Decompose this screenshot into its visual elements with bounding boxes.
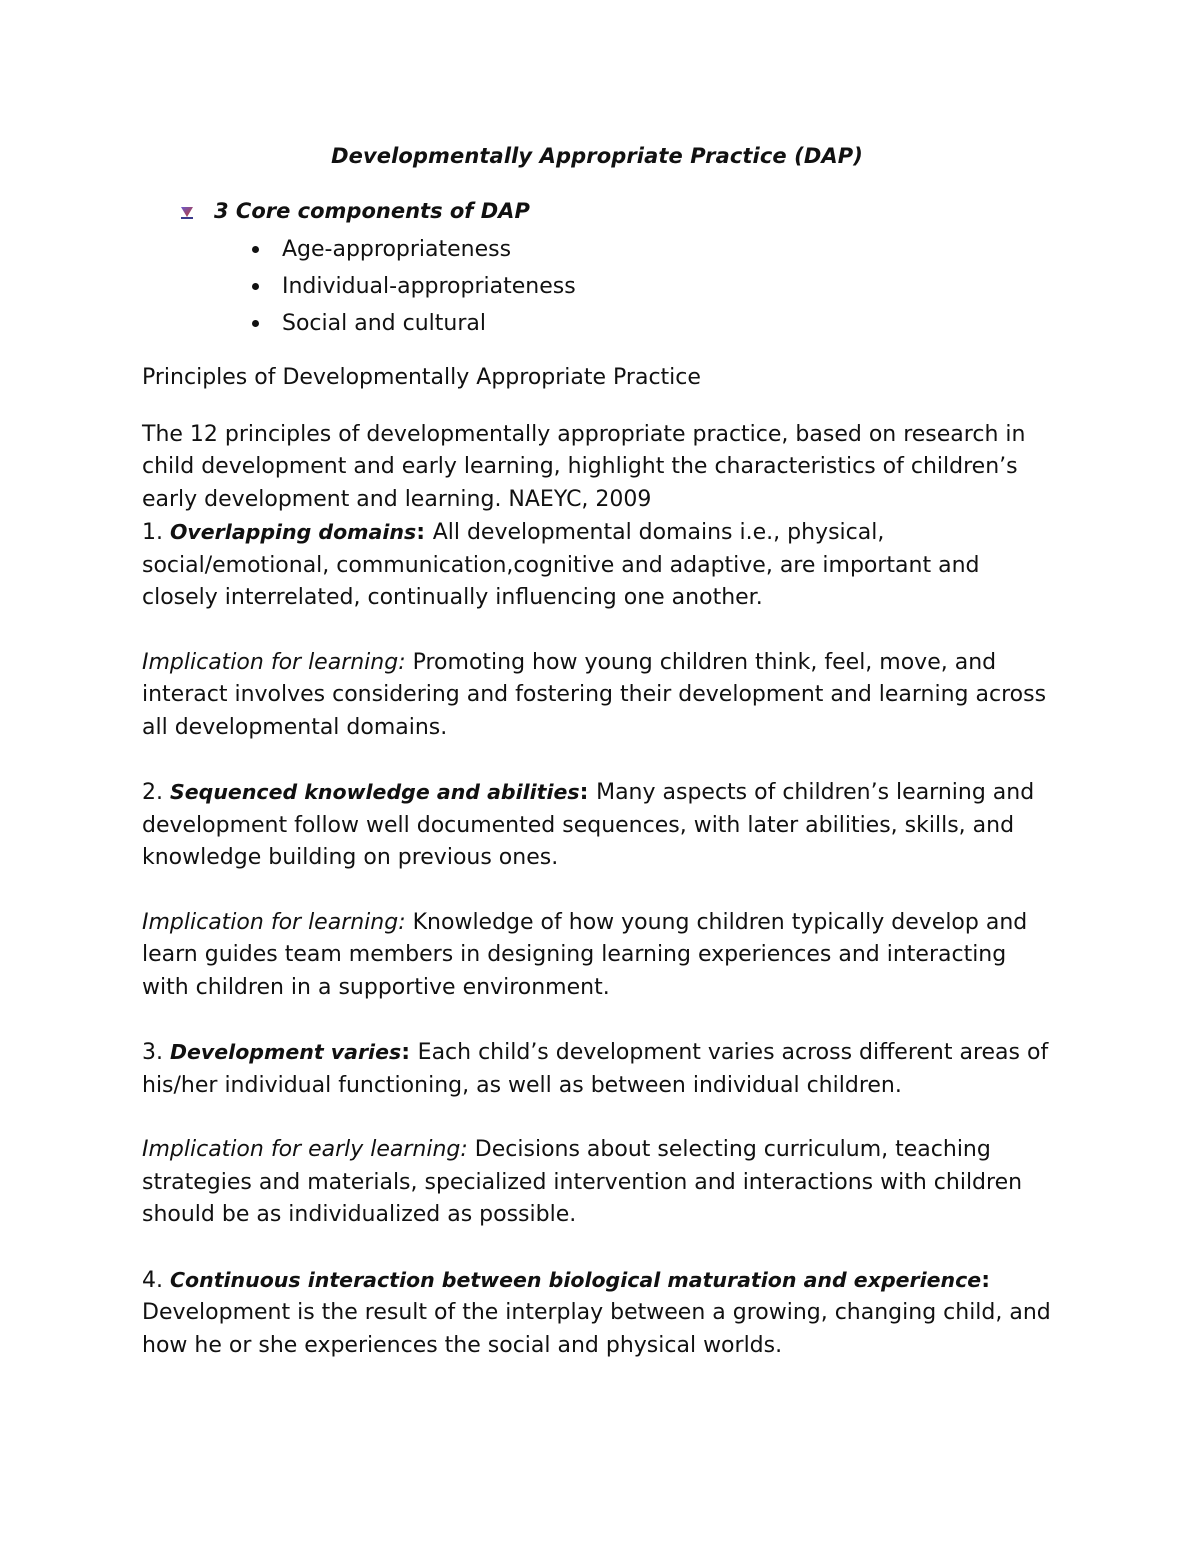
arrow-down-bullet-icon [179,204,195,220]
bullet-icon [252,246,259,253]
principle-term: Overlapping domains [169,520,417,544]
principle-number: 3. [142,1040,170,1065]
list-item [248,231,1052,268]
implication-label: Implication for early learning: [142,1137,468,1162]
principle-number: 2. [142,780,170,805]
principle-2 [142,776,1052,875]
bullet-icon [252,283,259,290]
implication-text: Decisions about selecting curriculum, teaching strategies and materials, specialized intervention and interactions with children should be as individualized as possible. [142,1137,1023,1227]
principle-text: Development is the result of the interplay between a growing, changing child, and how he or she experiences the social and physical worlds. [142,1300,1051,1358]
principle-text: Many aspects of children’s learning and development follow well documented sequences, with later abilities, skills, and knowledge building on previous ones. [142,780,1035,870]
principle-1 [142,516,1052,615]
principle-colon: : [401,1040,418,1065]
implication-label: Implication for learning: [142,649,406,675]
implication-2 [142,907,1052,1005]
principles-heading: Principles of Developmentally Appropriate Practice [142,365,701,390]
implication-1 [142,647,1052,745]
core-components-heading-text: 3 Core components of DAP [214,198,530,223]
principle-text: All developmental domains i.e., physical, social/emotional, communication,cognitive and adaptive, are important and closely interrelated, continually influencing one another. [142,520,980,610]
list-item-text: Individual-appropriateness [282,274,576,299]
implication-text: Knowledge of how young children typically develop and learn guides team members in designing learning experiences and interacting with children in a supportive environment. [142,909,1028,1000]
principle-4 [142,1264,1052,1363]
principle-number: 4. [142,1267,170,1293]
principle-colon: : [981,1267,991,1293]
principle-text: Each child’s development varies across different areas of his/her individual functioning, as well as between individual children. [142,1040,1049,1098]
intro-paragraph: The 12 principles of developmentally appropriate practice, based on research in child development and early learning, highlight the characteristics of children’s early development and learning. NAEYC, 2009 [142,421,1026,512]
principle-term: Sequenced knowledge and abilities [169,780,580,804]
bullet-icon [252,320,259,327]
principle-colon: : [579,780,597,805]
principle-colon: : [416,520,433,545]
principle-term: Continuous interaction between biological maturation and experience [169,1267,982,1292]
principle-number: 1. [142,520,170,545]
list-item-text: Age-appropriateness [282,237,512,262]
implication-3 [142,1134,1052,1232]
document-page [142,140,1052,1362]
list-item-text: Social and cultural [282,311,486,336]
list-item [248,305,1052,342]
principle-term: Development varies [169,1040,402,1064]
implication-label: Implication for learning: [142,909,406,935]
core-components-heading [214,195,1052,228]
core-components-list [142,231,1052,342]
list-item [248,268,1052,305]
principle-3 [142,1036,1052,1102]
implication-text: Promoting how young children think, feel, move, and interact involves considering and fostering their development and learning across all developmental domains. [142,649,1047,740]
document-title: Developmentally Appropriate Practice (DAP) [331,144,863,168]
